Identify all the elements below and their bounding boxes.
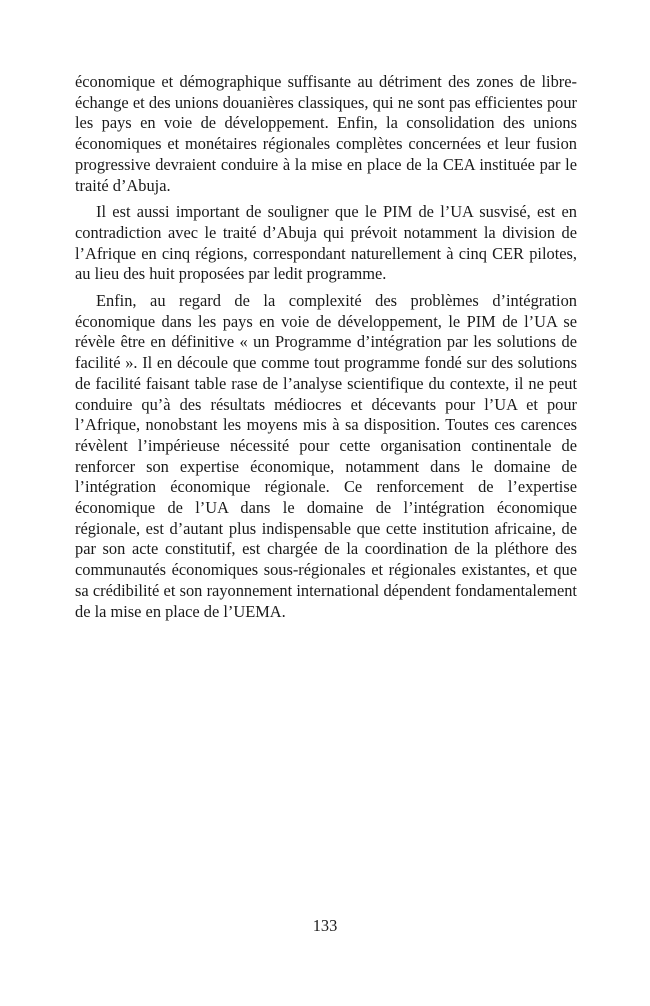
page-number: 133 <box>312 916 338 935</box>
paragraph: Enfin, au regard de la complexité des problèmes d’intégration économique dans les pays en voie de développement, le PIM de l’UA se révèle être en définitive « un Programme d’intégration par les solutions de facilité ». Il en découle que comme tout programme fondé sur des solutions de facilité faisant table rase de l’analyse scientifique du contexte, il ne peut conduire qu’à des résultats médiocres et décevants pour l’UA et pour l’Afrique, nonobstant les moyens mis à sa disposition. Toutes ces carences révèlent l’impérieuse nécessité pour cette organisation continentale de renforcer son expertise économique, notamment dans le domaine de l’intégration économique régionale. Ce renforcement de l’expertise économique de l’UA dans le domaine de l’intégration économique régionale, est d’autant plus indispensable que cette institution africaine, de par son acte constitutif, est chargée de la coordination de la pléthore des communautés économiques sous-régionales et régionales existantes, et que sa crédibilité et son rayonnement international dépendent fondamentalement de la mise en place de l’UEMA. <box>75 291 577 621</box>
paragraph-continued: économique et démographique suffisante au détriment des zones de libre-échange et des unions douanières classiques, qui ne sont pas efficientes pour les pays en voie de développement. Enfin, la consolidation des unions économiques et monétaires régionales complètes concernées et leur fusion progressive devraient conduire à la mise en place de la CEA instituée par le traité d’Abuja. <box>75 72 577 195</box>
paragraph: Il est aussi important de souligner que le PIM de l’UA susvisé, est en contradiction avec le traité d’Abuja qui prévoit notamment la division de l’Afrique en cinq régions, correspondant naturellement à cinq CER pilotes, au lieu des huit proposées par ledit programme. <box>75 202 577 284</box>
body-text <box>75 72 577 622</box>
